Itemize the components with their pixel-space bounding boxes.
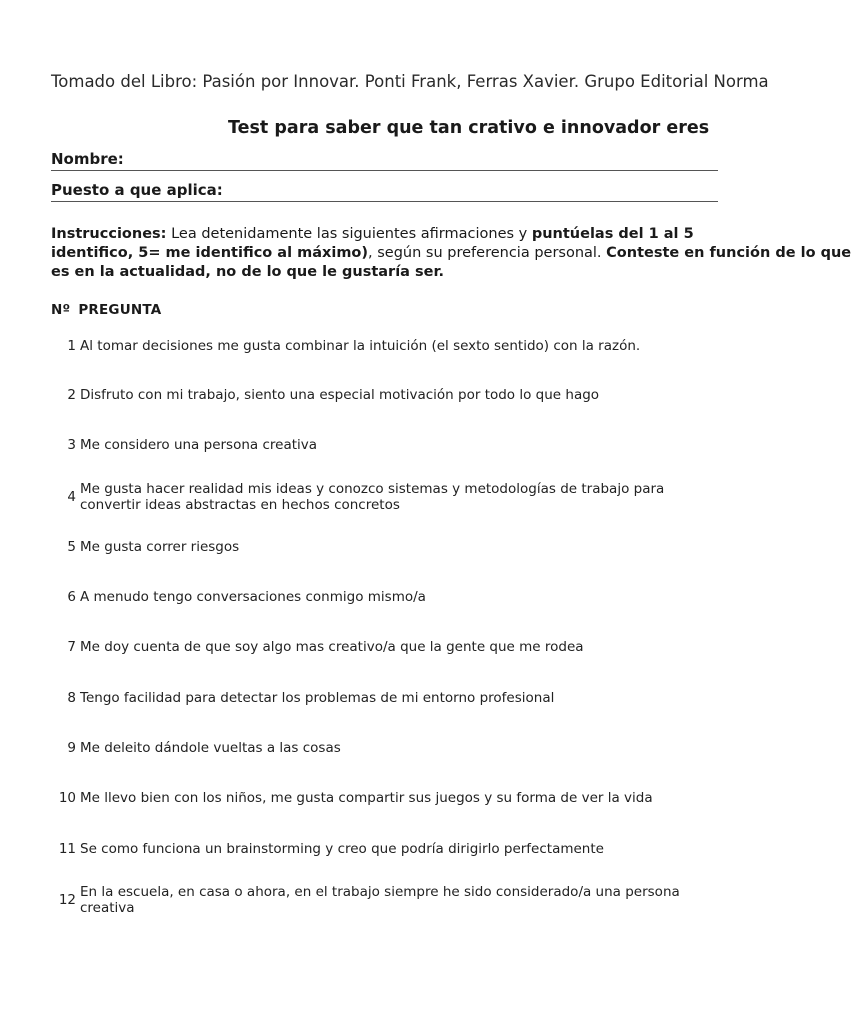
instructions-line-1	[51, 225, 768, 244]
question-text: Al tomar decisiones me gusta combinar la intuición (el sexto sentido) con la razón.	[80, 338, 641, 354]
question-number: 5	[67, 539, 76, 555]
instructions-text-1b: puntúelas del 1 al 5	[531, 226, 694, 242]
question-number: 1	[67, 338, 76, 354]
question-text: Me llevo bien con los niños, me gusta compartir sus juegos y su forma de ver la vida	[80, 790, 653, 806]
instructions-text-1a: Lea detenidamente las siguientes afirmaciones y	[166, 226, 532, 242]
question-number: 3	[67, 437, 76, 453]
question-text: Me deleito dándole vueltas a las cosas	[80, 740, 341, 756]
question-text: Me gusta hacer realidad mis ideas y conozco sistemas y metodologías de trabajo para convertir ideas abstractas en hechos concretos	[80, 481, 665, 513]
table-header	[51, 302, 161, 318]
nombre-label: Nombre:	[51, 150, 124, 168]
source-citation: Tomado del Libro: Pasión por Innovar. Ponti Frank, Ferras Xavier. Grupo Editorial Norma	[51, 72, 769, 91]
puesto-field	[51, 181, 718, 202]
instructions-label: Instrucciones:	[51, 226, 167, 242]
question-text: A menudo tengo conversaciones conmigo mismo/a	[80, 589, 426, 605]
question-number: 7	[67, 639, 76, 655]
question-number: 4	[67, 489, 76, 505]
question-number: 6	[67, 589, 76, 605]
column-question-header: PREGUNTA	[78, 302, 162, 318]
question-number: 8	[67, 690, 76, 706]
question-number: 2	[67, 387, 76, 403]
question-number: 10	[58, 790, 76, 806]
question-text: Me doy cuenta de que soy algo mas creativo/a que la gente que me rodea	[80, 639, 584, 655]
instructions-line-2	[51, 244, 851, 263]
page-title: Test para saber que tan crativo e innovador eres	[228, 118, 710, 138]
question-text: En la escuela, en casa o ahora, en el trabajo siempre he sido considerado/a una persona creativa	[80, 884, 680, 916]
question-text: Me considero una persona creativa	[80, 437, 318, 453]
question-text: Disfruto con mi trabajo, siento una especial motivación por todo lo que hago	[80, 387, 600, 403]
instructions-line-3: es en la actualidad, no de lo que le gustaría ser.	[51, 264, 445, 280]
puesto-label: Puesto a que aplica:	[51, 181, 223, 199]
instructions-text-2c: Conteste en función de lo que	[606, 245, 851, 261]
instructions-text-2a: identifico, 5= me identifico al máximo)	[51, 245, 369, 261]
question-text: Me gusta correr riesgos	[80, 539, 240, 555]
question-text: Tengo facilidad para detectar los problemas de mi entorno profesional	[80, 690, 555, 706]
instructions-text-2b: , según su preferencia personal.	[368, 245, 607, 261]
question-text: Se como funciona un brainstorming y creo que podría dirigirlo perfectamente	[80, 841, 604, 857]
question-number: 11	[58, 841, 76, 857]
question-number: 12	[58, 892, 76, 908]
question-number: 9	[67, 740, 76, 756]
nombre-field	[51, 150, 718, 171]
instructions-block	[51, 225, 851, 282]
column-num-header: Nº	[51, 302, 71, 318]
